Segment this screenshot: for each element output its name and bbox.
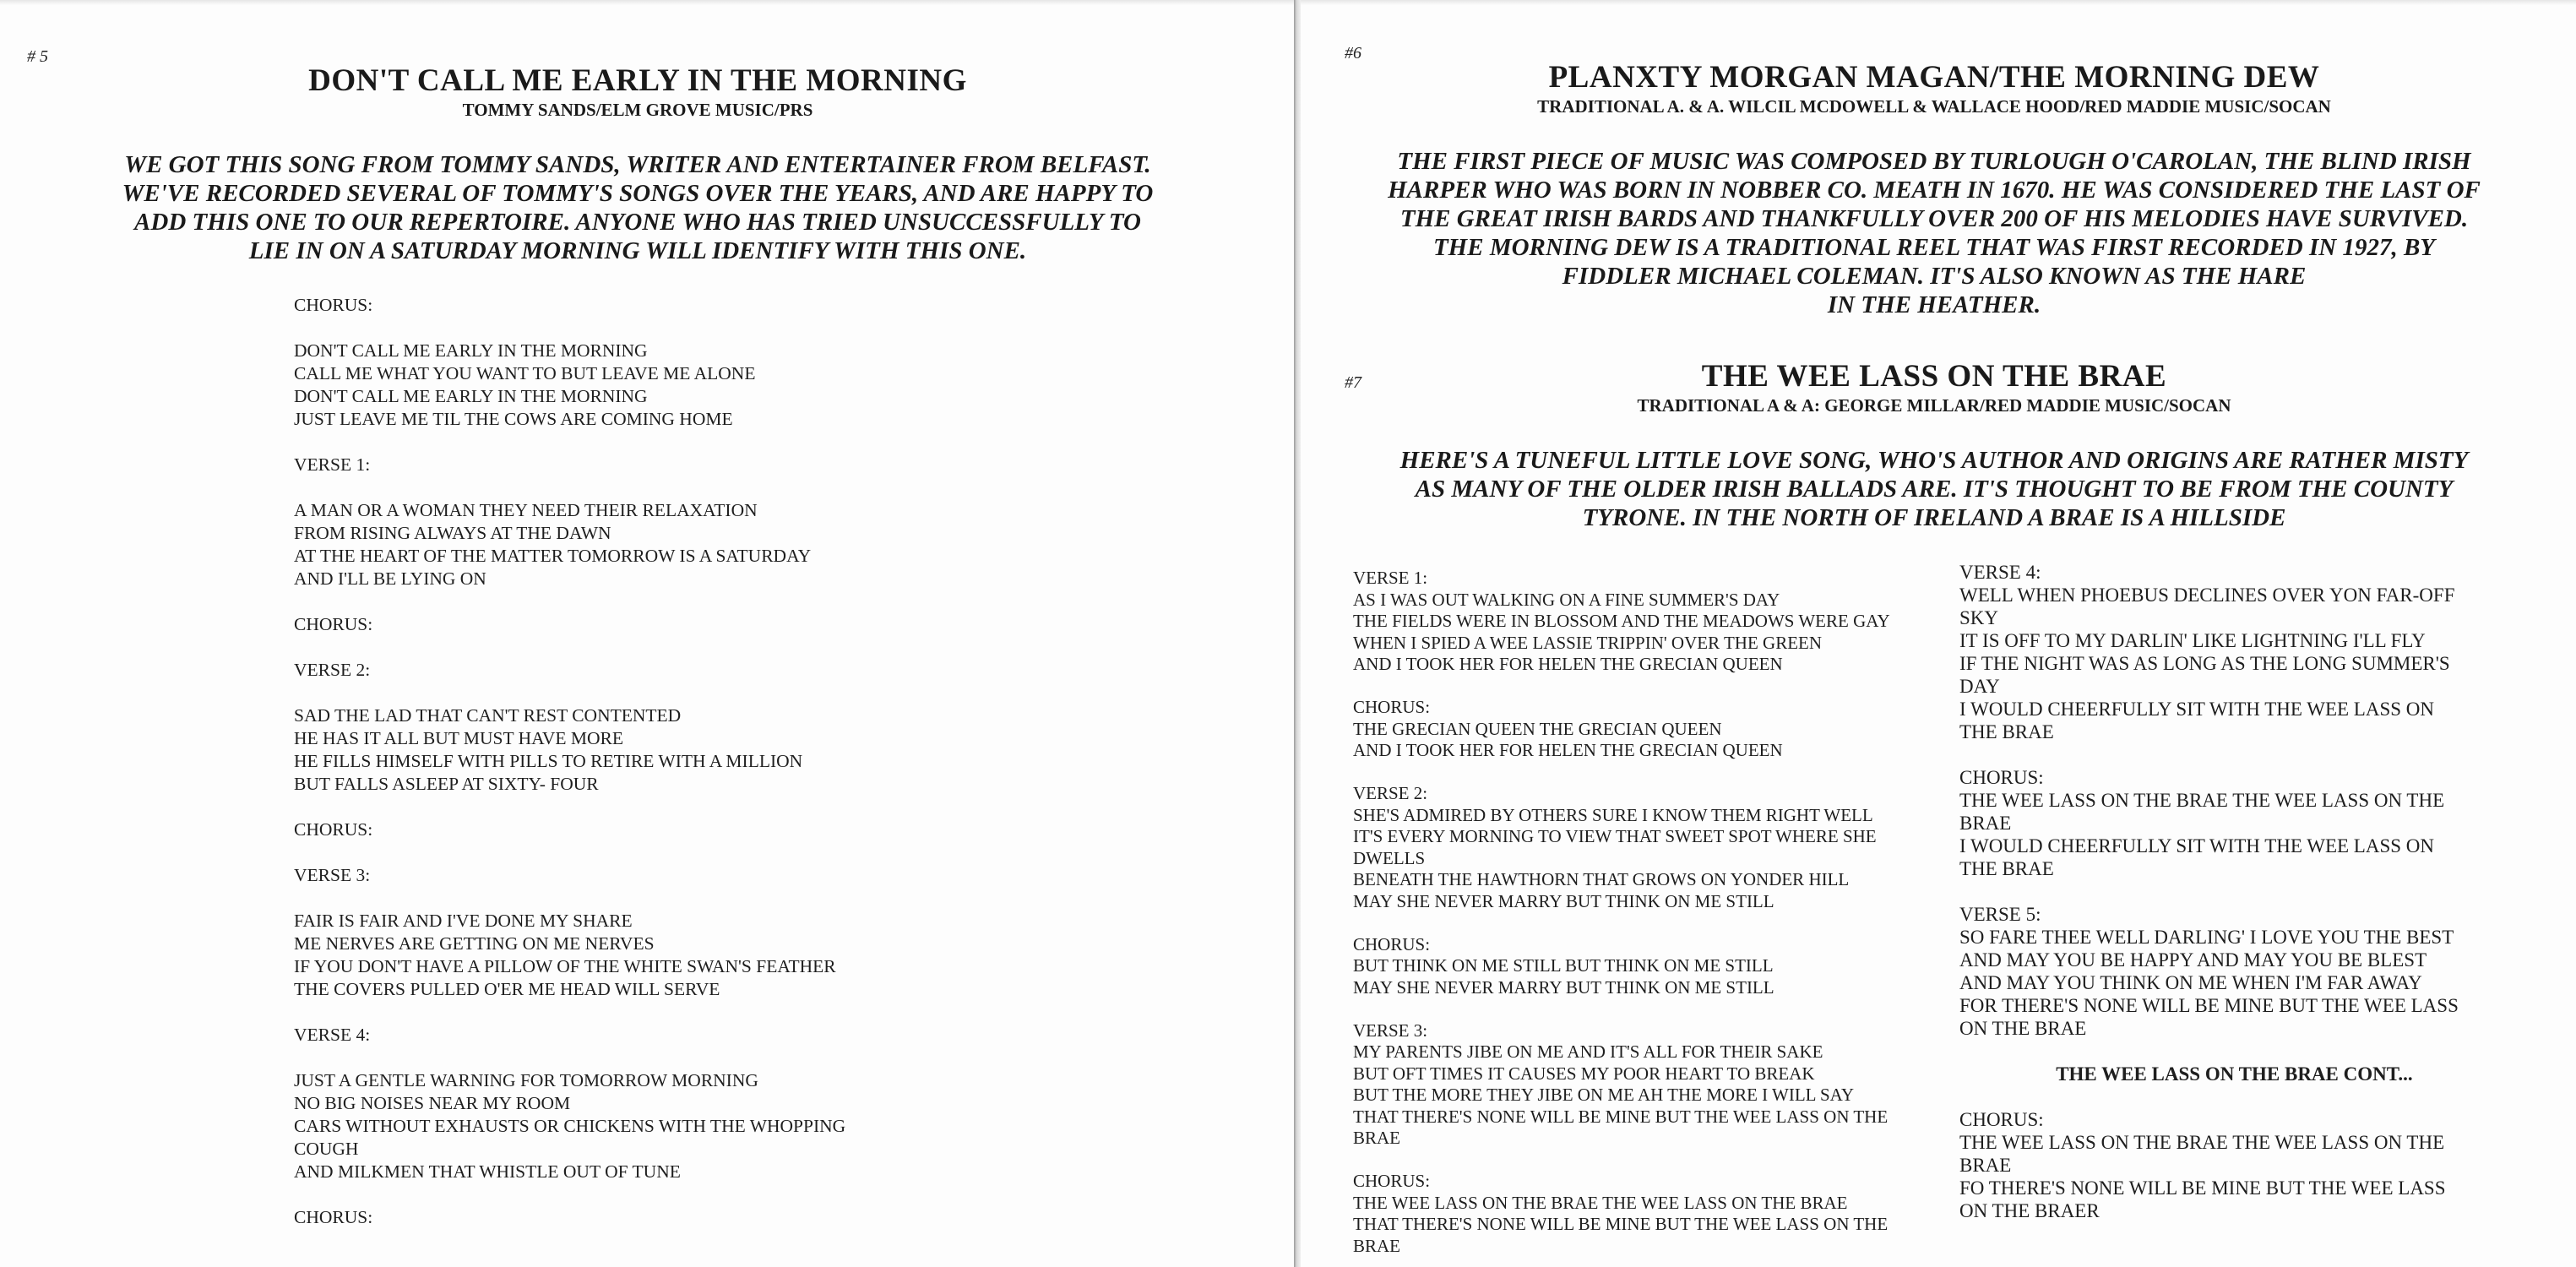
text-line: WELL WHEN PHOEBUS DECLINES OVER YON FAR-OFF <box>1959 585 2455 606</box>
stanza-gap <box>294 1001 845 1024</box>
text-line: AND I TOOK HER FOR HELEN THE GRECIAN QUEEN <box>1353 654 1783 674</box>
text-line: THE BRAE <box>1959 858 2054 879</box>
text-line: CHORUS: <box>294 1207 373 1227</box>
text-line: CHORUS: <box>294 614 373 634</box>
text-line: DON'T CALL ME EARLY IN THE MORNING <box>294 340 648 361</box>
text-line: IF YOU DON'T HAVE A PILLOW OF THE WHITE SWAN'S FEATHER <box>294 956 836 976</box>
text-line: TYRONE. IN THE NORTH OF IRELAND A BRAE IS A HILLSIDE <box>1582 504 2286 531</box>
text-line: ON THE BRAE <box>1959 1018 2087 1039</box>
text-line: THE GREAT IRISH BARDS AND THANKFULLY OVER 200 OF HIS MELODIES HAVE SURVIVED. <box>1399 205 2469 232</box>
text-line: COUGH <box>294 1139 359 1159</box>
text-line: IF THE NIGHT WAS AS LONG AS THE LONG SUMMER'S <box>1959 653 2450 674</box>
continued-heading: THE WEE LASS ON THE BRAE CONT... <box>2056 1063 2413 1085</box>
stanza-gap <box>294 636 845 659</box>
text-line: SHE'S ADMIRED BY OTHERS SURE I KNOW THEM RIGHT WELL <box>1353 804 1873 825</box>
song-credit: TRADITIONAL A. & A. WILCIL MCDOWELL & WALLACE HOOD/RED MADDIE MUSIC/SOCAN <box>1537 96 2331 117</box>
song-description <box>1301 446 2568 532</box>
song-title: DON'T CALL ME EARLY IN THE MORNING <box>308 63 967 98</box>
book-spine <box>1294 0 1301 1267</box>
text-line: CARS WITHOUT EXHAUSTS OR CHICKENS WITH THE WHOPPING <box>294 1116 846 1136</box>
text-line: VERSE 5: <box>1959 904 2041 925</box>
text-line: AS MANY OF THE OLDER IRISH BALLADS ARE. IT'S THOUGHT TO BE FROM THE COUNTY <box>1415 476 2454 503</box>
text-line: AND MAY YOU BE HAPPY AND MAY YOU BE BLEST <box>1959 949 2427 971</box>
text-line: DON'T CALL ME EARLY IN THE MORNING <box>294 386 648 406</box>
song-title: THE WEE LASS ON THE BRAE <box>1701 359 2167 394</box>
text-line: NO BIG NOISES NEAR MY ROOM <box>294 1093 571 1113</box>
stanza-gap <box>294 796 845 818</box>
text-line: VERSE 3: <box>1353 1020 1428 1041</box>
stanza-gap <box>294 682 845 704</box>
stanza-gap <box>294 887 845 910</box>
song-credit: TRADITIONAL A & A: GEORGE MILLAR/RED MADDIE MUSIC/SOCAN <box>1637 395 2231 416</box>
text-line: CHORUS: <box>1959 1109 2044 1130</box>
text-line: BRAE <box>1353 1235 1401 1256</box>
text-line: ON THE BRAER <box>1959 1200 2100 1221</box>
stanza-gap <box>294 317 845 340</box>
text-line: DAY <box>1959 676 2000 697</box>
text-line: HERE'S A TUNEFUL LITTLE LOVE SONG, WHO'S AUTHOR AND ORIGINS ARE RATHER MISTY <box>1399 447 2469 474</box>
text-line: SKY <box>1959 607 1999 628</box>
track-number: #6 <box>1345 44 1361 63</box>
text-line: AND I TOOK HER FOR HELEN THE GRECIAN QUEEN <box>1353 740 1783 760</box>
text-line: IT IS OFF TO MY DARLIN' LIKE LIGHTNING I'LL FLY <box>1959 630 2426 651</box>
text-line: AT THE HEART OF THE MATTER TOMORROW IS A SATURDAY <box>294 546 812 566</box>
text-line: THE COVERS PULLED O'ER ME HEAD WILL SERVE <box>294 979 720 999</box>
text-line: AND MAY YOU THINK ON ME WHEN I'M FAR AWAY <box>1959 972 2422 993</box>
stanza-gap <box>1959 1085 2459 1108</box>
text-line: ME NERVES ARE GETTING ON ME NERVES <box>294 933 655 954</box>
stanza-gap <box>294 1183 845 1206</box>
text-line: ADD THIS ONE TO OUR REPERTOIRE. ANYONE WHO HAS TRIED UNSUCCESSFULLY TO <box>134 209 1141 236</box>
text-line: JUST A GENTLE WARNING FOR TOMORROW MORNING <box>294 1070 758 1090</box>
text-line: AND MILKMEN THAT WHISTLE OUT OF TUNE <box>294 1161 681 1182</box>
stanza-gap <box>294 1047 845 1069</box>
text-line: I WOULD CHEERFULLY SIT WITH THE WEE LASS ON <box>1959 699 2435 720</box>
text-line: VERSE 2: <box>1353 783 1428 803</box>
text-line: CHORUS: <box>1353 933 1431 954</box>
stanza-gap <box>1959 1040 2459 1063</box>
text-line: FAIR IS FAIR AND I'VE DONE MY SHARE <box>294 911 633 931</box>
song-lyrics-column-2 <box>1959 561 2459 1222</box>
text-line: SAD THE LAD THAT CAN'T REST CONTENTED <box>294 705 682 726</box>
stanza-gap <box>1353 1150 1890 1172</box>
text-line: CHORUS: <box>294 295 373 315</box>
text-line: VERSE 1: <box>294 454 371 475</box>
stanza-gap <box>1959 880 2459 903</box>
page-edge <box>0 0 1294 5</box>
text-line: IT'S EVERY MORNING TO VIEW THAT SWEET SPOT WHERE SHE <box>1353 826 1877 846</box>
text-line: THE GRECIAN QUEEN THE GRECIAN QUEEN <box>1353 718 1722 739</box>
text-line: HARPER WHO WAS BORN IN NOBBER CO. MEATH IN 1670. HE WAS CONSIDERED THE LAST OF <box>1388 177 2481 204</box>
text-line: CALL ME WHAT YOU WANT TO BUT LEAVE ME ALONE <box>294 363 756 383</box>
text-line: THE FIRST PIECE OF MUSIC WAS COMPOSED BY TURLOUGH O'CAROLAN, THE BLIND IRISH <box>1397 148 2471 175</box>
text-line: VERSE 4: <box>1959 562 2041 583</box>
text-line: BRAE <box>1353 1128 1401 1148</box>
stanza-gap <box>1959 743 2459 766</box>
text-line: WHEN I SPIED A WEE LASSIE TRIPPIN' OVER THE GREEN <box>1353 632 1823 653</box>
text-line: BUT THE MORE THEY JIBE ON ME AH THE MORE I WILL SAY <box>1353 1085 1855 1105</box>
text-line: FROM RISING ALWAYS AT THE DAWN <box>294 523 611 543</box>
text-line: THE FIELDS WERE IN BLOSSOM AND THE MEADOWS WERE GAY <box>1353 611 1890 631</box>
text-line: SO FARE THEE WELL DARLING' I LOVE YOU THE BEST <box>1959 927 2454 948</box>
text-line: BUT THINK ON ME STILL BUT THINK ON ME STILL <box>1353 955 1774 976</box>
text-line: VERSE 3: <box>294 865 371 885</box>
text-line: WE GOT THIS SONG FROM TOMMY SANDS, WRITER AND ENTERTAINER FROM BELFAST. <box>124 151 1151 178</box>
text-line: THE WEE LASS ON THE BRAE THE WEE LASS ON THE <box>1959 790 2445 811</box>
text-line: IN THE HEATHER. <box>1827 291 2041 318</box>
text-line: THE WEE LASS ON THE BRAE THE WEE LASS ON THE BRAE <box>1353 1192 1848 1213</box>
stanza-gap <box>1353 762 1890 784</box>
text-line: AS I WAS OUT WALKING ON A FINE SUMMER'S DAY <box>1353 589 1780 610</box>
stanza-gap <box>294 431 845 454</box>
text-line: FIDDLER MICHAEL COLEMAN. IT'S ALSO KNOWN AS THE HARE <box>1562 263 2307 290</box>
text-line: CHORUS: <box>1353 1171 1431 1191</box>
text-line: DWELLS <box>1353 847 1426 868</box>
stanza-gap <box>1353 998 1890 1020</box>
stanza-gap <box>1353 676 1890 698</box>
text-line: HE FILLS HIMSELF WITH PILLS TO RETIRE WITH A MILLION <box>294 751 803 771</box>
text-line: VERSE 4: <box>294 1025 371 1045</box>
right-page <box>1301 0 2576 1267</box>
song-credit: TOMMY SANDS/ELM GROVE MUSIC/PRS <box>462 100 813 120</box>
text-line: BRAE <box>1959 813 2012 834</box>
text-line: VERSE 1: <box>1353 568 1428 588</box>
text-line: THE WEE LASS ON THE BRAE THE WEE LASS ON THE <box>1959 1132 2445 1153</box>
song-title: PLANXTY MORGAN MAGAN/THE MORNING DEW <box>1548 60 2320 95</box>
stanza-gap <box>294 590 845 613</box>
text-line: CHORUS: <box>294 819 373 840</box>
text-line: A MAN OR A WOMAN THEY NEED THEIR RELAXATION <box>294 500 758 520</box>
text-line: BUT FALLS ASLEEP AT SIXTY- FOUR <box>294 774 599 794</box>
text-line: BUT OFT TIMES IT CAUSES MY POOR HEART TO BREAK <box>1353 1063 1815 1084</box>
text-line: CHORUS: <box>1353 697 1431 717</box>
text-line: FOR THERE'S NONE WILL BE MINE BUT THE WEE LASS <box>1959 995 2459 1016</box>
song-lyrics-column-1 <box>1353 568 1890 1257</box>
text-line: JUST LEAVE ME TIL THE COWS ARE COMING HOME <box>294 409 733 429</box>
song-lyrics <box>294 294 845 1229</box>
track-number: # 5 <box>27 47 48 66</box>
track-number: #7 <box>1345 373 1361 392</box>
text-line: BRAE <box>1959 1155 2012 1176</box>
text-line: THE MORNING DEW IS A TRADITIONAL REEL THAT WAS FIRST RECORDED IN 1927, BY <box>1432 234 2436 261</box>
stanza-gap <box>294 476 845 499</box>
song-description <box>1301 147 2568 319</box>
text-line: AND I'LL BE LYING ON <box>294 568 486 589</box>
text-line: WE'VE RECORDED SEVERAL OF TOMMY'S SONGS OVER THE YEARS, AND ARE HAPPY TO <box>122 180 1154 207</box>
text-line: CHORUS: <box>1959 767 2044 788</box>
text-line: FO THERE'S NONE WILL BE MINE BUT THE WEE LASS <box>1959 1177 2446 1199</box>
text-line: HE HAS IT ALL BUT MUST HAVE MORE <box>294 728 624 748</box>
text-line: THAT THERE'S NONE WILL BE MINE BUT THE WEE LASS ON THE <box>1353 1106 1889 1127</box>
text-line: I WOULD CHEERFULLY SIT WITH THE WEE LASS ON <box>1959 835 2435 856</box>
stanza-gap <box>1353 912 1890 934</box>
text-line: BENEATH THE HAWTHORN THAT GROWS ON YONDER HILL <box>1353 869 1850 889</box>
text-line: THE BRAE <box>1959 721 2054 742</box>
text-line: VERSE 2: <box>294 660 371 680</box>
text-line: MAY SHE NEVER MARRY BUT THINK ON ME STILL <box>1353 976 1774 998</box>
text-line: THAT THERE'S NONE WILL BE MINE BUT THE WEE LASS ON THE <box>1353 1214 1889 1234</box>
stanza-gap <box>294 841 845 864</box>
text-line: LIE IN ON A SATURDAY MORNING WILL IDENTIFY WITH THIS ONE. <box>248 237 1027 264</box>
text-line: MAY SHE NEVER MARRY BUT THINK ON ME STILL <box>1353 890 1774 911</box>
page-edge <box>1301 0 2576 5</box>
text-line: MY PARENTS JIBE ON ME AND IT'S ALL FOR THEIR SAKE <box>1353 1041 1823 1062</box>
song-description <box>0 150 1275 265</box>
